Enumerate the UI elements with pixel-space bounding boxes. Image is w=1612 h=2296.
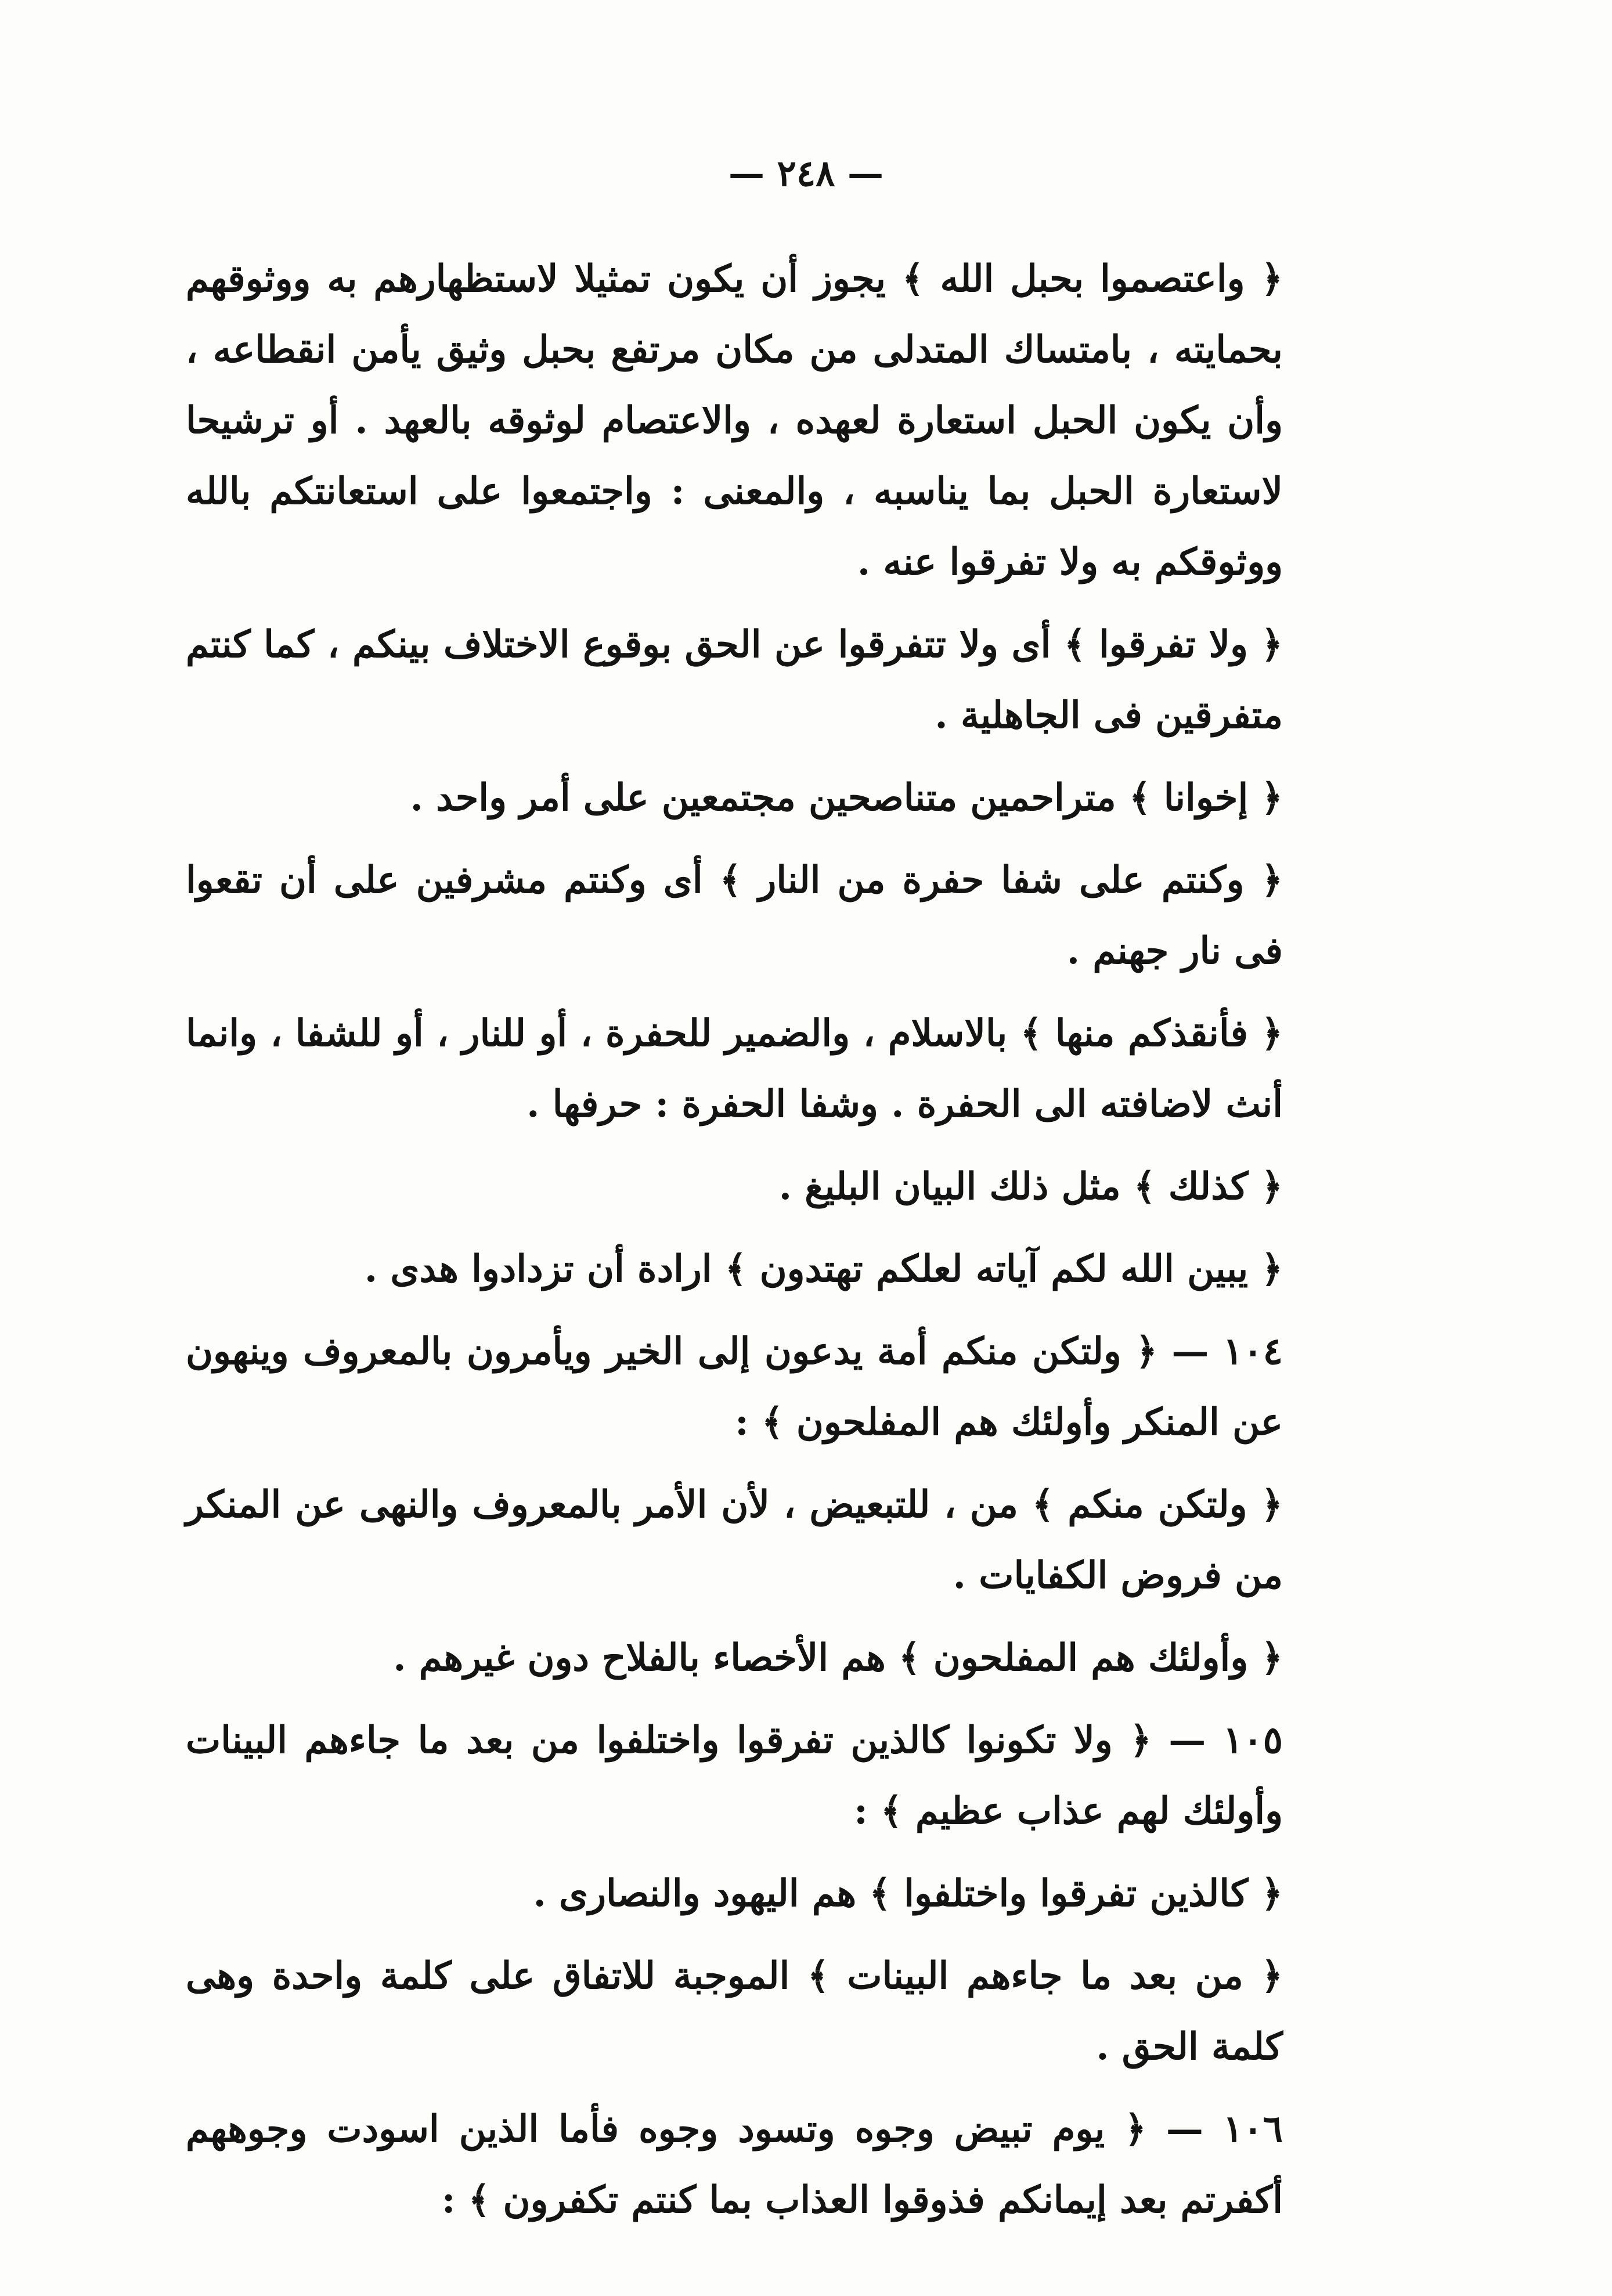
paragraph: ﴿ كالذين تفرقوا واختلفوا ﴾ هم اليهود والنصارى .: [533, 1872, 1283, 1915]
page-number: — ٢٤٨ —: [728, 152, 884, 194]
verse-heading: ١٠٥ — ﴿ ولا تكونوا كالذين تفرقوا واختلفوا من بعد ما جاءهم البينات وأولئك لهم عذاب عظيم ﴾ :: [186, 1719, 1283, 1833]
page-body: [186, 244, 1283, 2247]
paragraph: ﴿ فأنقذكم منها ﴾ بالاسلام ، والضمير للحفرة ، أو للنار ، أو للشفا ، وانما أنث لاضافته الى الحفرة . وشفا الحفرة : حرفها .: [186, 1012, 1283, 1126]
paragraph: ﴿ من بعد ما جاءهم البينات ﴾ الموجبة للاتفاق على كلمة واحدة وهى كلمة الحق .: [186, 1954, 1283, 2068]
paragraph: ﴿ يبين الله لكم آياته لعلكم تهتدون ﴾ ارادة أن تزدادوا هدى .: [364, 1247, 1283, 1291]
paragraph: ﴿ إخوانا ﴾ متراحمين متناصحين مجتمعين على أمر واحد .: [410, 776, 1283, 820]
paragraph: ﴿ ولتكن منكم ﴾ من ، للتبعيض ، لأن الأمر بالمعروف والنهى عن المنكر من فروض الكفايات .: [186, 1483, 1283, 1597]
paragraph: ﴿ كذلك ﴾ مثل ذلك البيان البليغ .: [778, 1165, 1283, 1208]
paragraph: ﴿ وأولئك هم المفلحون ﴾ هم الأخصاء بالفلاح دون غيرهم .: [393, 1636, 1283, 1680]
verse-heading: ١٠٦ — ﴿ يوم تبيض وجوه وتسود وجوه فأما الذين اسودت وجوههم أكفرتم بعد إيمانكم فذوقوا العذاب بما كنتم تكفرون ﴾ :: [186, 2107, 1283, 2222]
paragraph: ﴿ ولا تفرقوا ﴾ أى ولا تتفرقوا عن الحق بوقوع الاختلاف بينكم ، كما كنتم متفرقين فى الجاهلية .: [186, 623, 1283, 737]
paragraph: ﴿ وكنتم على شفا حفرة من النار ﴾ أى وكنتم مشرفين على أن تقعوا فى نار جهنم .: [186, 858, 1283, 973]
verse-heading: ١٠٤ — ﴿ ولتكن منكم أمة يدعون إلى الخير ويأمرون بالمعروف وينهون عن المنكر وأولئك هم المفلحون ﴾ :: [186, 1330, 1283, 1444]
paragraph: ﴿ واعتصموا بحبل الله ﴾ يجوز أن يكون تمثيلا لاستظهارهم به ووثوقهم بحمايته ، بامتساك المتدلى من مكان مرتفع بحبل وثيق يأمن انقطاعه ، وأن يكون الحبل استعارة لعهده ، والاعتصام لوثوقه بالعهد . أو ترشيحا لاستعارة الحبل بما يناسبه ، والمعنى : واجتمعوا على استعانتكم بالله ووثوقكم به ولا تفرقوا عنه .: [186, 257, 1283, 584]
